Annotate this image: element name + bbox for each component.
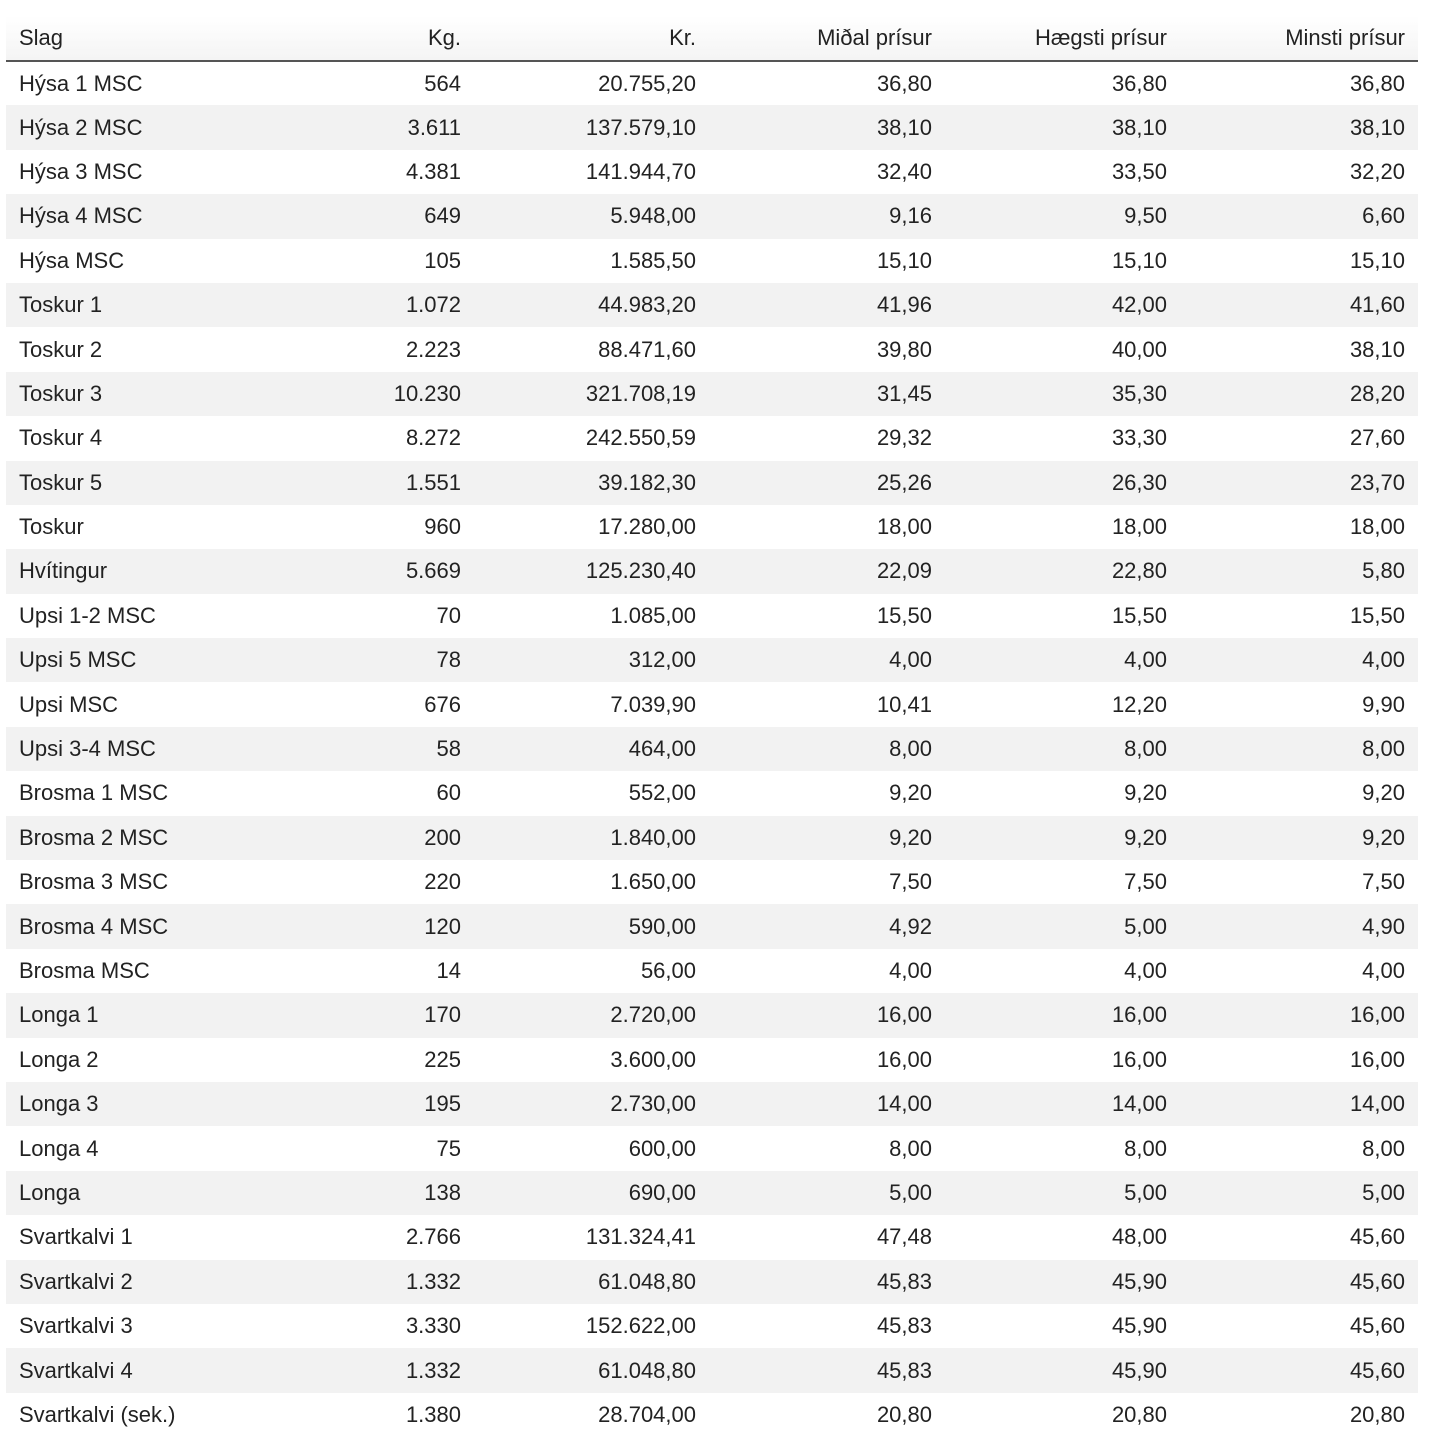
cell-kr: 28.704,00 <box>474 1393 709 1437</box>
cell-midal-prisur: 5,00 <box>709 1171 945 1215</box>
cell-midal-prisur: 25,26 <box>709 461 945 505</box>
cell-haegsti-prisur: 4,00 <box>945 638 1180 682</box>
table-row <box>6 1038 1418 1082</box>
cell-midal-prisur: 45,83 <box>709 1260 945 1304</box>
table-row <box>6 327 1418 371</box>
cell-kg: 1.072 <box>296 283 474 327</box>
cell-kr: 56,00 <box>474 949 709 993</box>
table-row <box>6 150 1418 194</box>
cell-slag: Brosma MSC <box>6 949 296 993</box>
cell-slag: Longa 3 <box>6 1082 296 1126</box>
cell-slag: Svartkalvi 4 <box>6 1348 296 1392</box>
cell-haegsti-prisur: 7,50 <box>945 860 1180 904</box>
cell-kr: 125.230,40 <box>474 549 709 593</box>
cell-kr: 44.983,20 <box>474 283 709 327</box>
cell-slag: Toskur 2 <box>6 327 296 371</box>
cell-slag: Upsi MSC <box>6 682 296 726</box>
cell-kr: 39.182,30 <box>474 461 709 505</box>
cell-slag: Longa 4 <box>6 1126 296 1170</box>
cell-haegsti-prisur: 45,90 <box>945 1348 1180 1392</box>
cell-haegsti-prisur: 26,30 <box>945 461 1180 505</box>
cell-slag: Toskur 3 <box>6 372 296 416</box>
cell-kr: 1.585,50 <box>474 239 709 283</box>
table-row <box>6 904 1418 948</box>
cell-kr: 7.039,90 <box>474 682 709 726</box>
cell-kr: 600,00 <box>474 1126 709 1170</box>
cell-midal-prisur: 7,50 <box>709 860 945 904</box>
table-row <box>6 505 1418 549</box>
cell-slag: Svartkalvi 2 <box>6 1260 296 1304</box>
cell-minsti-prisur: 38,10 <box>1180 327 1418 371</box>
table-row <box>6 1215 1418 1259</box>
table-body <box>6 61 1418 1437</box>
cell-kg: 225 <box>296 1038 474 1082</box>
table-row <box>6 372 1418 416</box>
cell-midal-prisur: 9,20 <box>709 771 945 815</box>
table-row <box>6 949 1418 993</box>
cell-kg: 78 <box>296 638 474 682</box>
cell-midal-prisur: 16,00 <box>709 993 945 1037</box>
cell-haegsti-prisur: 18,00 <box>945 505 1180 549</box>
table-row <box>6 461 1418 505</box>
header-row <box>6 16 1418 61</box>
cell-slag: Svartkalvi 1 <box>6 1215 296 1259</box>
cell-haegsti-prisur: 42,00 <box>945 283 1180 327</box>
cell-haegsti-prisur: 40,00 <box>945 327 1180 371</box>
cell-kr: 2.720,00 <box>474 993 709 1037</box>
cell-slag: Svartkalvi 3 <box>6 1304 296 1348</box>
cell-minsti-prisur: 4,90 <box>1180 904 1418 948</box>
cell-midal-prisur: 29,32 <box>709 416 945 460</box>
cell-minsti-prisur: 4,00 <box>1180 638 1418 682</box>
cell-haegsti-prisur: 5,00 <box>945 1171 1180 1215</box>
cell-slag: Toskur <box>6 505 296 549</box>
header-midal-prisur[interactable]: Miðal prísur <box>709 16 945 61</box>
cell-midal-prisur: 31,45 <box>709 372 945 416</box>
cell-kg: 2.223 <box>296 327 474 371</box>
cell-kg: 676 <box>296 682 474 726</box>
cell-minsti-prisur: 8,00 <box>1180 1126 1418 1170</box>
table-row <box>6 816 1418 860</box>
header-haegsti-prisur[interactable]: Hægsti prísur <box>945 16 1180 61</box>
cell-haegsti-prisur: 8,00 <box>945 1126 1180 1170</box>
table-row <box>6 105 1418 149</box>
price-table-container <box>6 16 1418 1437</box>
cell-slag: Upsi 1-2 MSC <box>6 594 296 638</box>
cell-midal-prisur: 9,20 <box>709 816 945 860</box>
cell-kr: 242.550,59 <box>474 416 709 460</box>
table-header <box>6 16 1418 61</box>
table-row <box>6 638 1418 682</box>
cell-haegsti-prisur: 8,00 <box>945 727 1180 771</box>
cell-slag: Longa 2 <box>6 1038 296 1082</box>
table-row <box>6 860 1418 904</box>
table-row <box>6 1348 1418 1392</box>
cell-minsti-prisur: 15,10 <box>1180 239 1418 283</box>
cell-haegsti-prisur: 15,50 <box>945 594 1180 638</box>
cell-minsti-prisur: 4,00 <box>1180 949 1418 993</box>
cell-slag: Brosma 3 MSC <box>6 860 296 904</box>
table-row <box>6 1126 1418 1170</box>
cell-kr: 1.650,00 <box>474 860 709 904</box>
cell-kr: 152.622,00 <box>474 1304 709 1348</box>
cell-kr: 464,00 <box>474 727 709 771</box>
cell-midal-prisur: 39,80 <box>709 327 945 371</box>
cell-midal-prisur: 4,92 <box>709 904 945 948</box>
table-row <box>6 771 1418 815</box>
cell-midal-prisur: 4,00 <box>709 949 945 993</box>
cell-slag: Brosma 1 MSC <box>6 771 296 815</box>
table-row <box>6 1260 1418 1304</box>
cell-kg: 649 <box>296 194 474 238</box>
cell-haegsti-prisur: 45,90 <box>945 1260 1180 1304</box>
cell-haegsti-prisur: 48,00 <box>945 1215 1180 1259</box>
cell-midal-prisur: 4,00 <box>709 638 945 682</box>
cell-kr: 312,00 <box>474 638 709 682</box>
cell-haegsti-prisur: 36,80 <box>945 61 1180 105</box>
cell-slag: Upsi 3-4 MSC <box>6 727 296 771</box>
table-row <box>6 1304 1418 1348</box>
cell-kg: 1.332 <box>296 1260 474 1304</box>
cell-slag: Hýsa MSC <box>6 239 296 283</box>
cell-haegsti-prisur: 15,10 <box>945 239 1180 283</box>
table-row <box>6 1393 1418 1437</box>
cell-haegsti-prisur: 33,30 <box>945 416 1180 460</box>
cell-haegsti-prisur: 9,20 <box>945 816 1180 860</box>
cell-kg: 1.380 <box>296 1393 474 1437</box>
cell-minsti-prisur: 36,80 <box>1180 61 1418 105</box>
cell-haegsti-prisur: 14,00 <box>945 1082 1180 1126</box>
cell-kg: 8.272 <box>296 416 474 460</box>
cell-kg: 120 <box>296 904 474 948</box>
cell-minsti-prisur: 38,10 <box>1180 105 1418 149</box>
cell-slag: Brosma 4 MSC <box>6 904 296 948</box>
table-row <box>6 283 1418 327</box>
cell-minsti-prisur: 8,00 <box>1180 727 1418 771</box>
cell-kr: 5.948,00 <box>474 194 709 238</box>
cell-midal-prisur: 41,96 <box>709 283 945 327</box>
cell-kr: 2.730,00 <box>474 1082 709 1126</box>
cell-haegsti-prisur: 9,20 <box>945 771 1180 815</box>
cell-kg: 564 <box>296 61 474 105</box>
cell-minsti-prisur: 15,50 <box>1180 594 1418 638</box>
cell-kg: 75 <box>296 1126 474 1170</box>
cell-midal-prisur: 45,83 <box>709 1304 945 1348</box>
cell-kr: 131.324,41 <box>474 1215 709 1259</box>
cell-kg: 105 <box>296 239 474 283</box>
price-table <box>6 16 1418 1437</box>
cell-slag: Brosma 2 MSC <box>6 816 296 860</box>
cell-kg: 220 <box>296 860 474 904</box>
cell-haegsti-prisur: 33,50 <box>945 150 1180 194</box>
cell-midal-prisur: 45,83 <box>709 1348 945 1392</box>
cell-kg: 3.611 <box>296 105 474 149</box>
cell-kr: 141.944,70 <box>474 150 709 194</box>
cell-kg: 195 <box>296 1082 474 1126</box>
cell-midal-prisur: 32,40 <box>709 150 945 194</box>
header-kg[interactable]: Kg. <box>296 16 474 61</box>
cell-haegsti-prisur: 20,80 <box>945 1393 1180 1437</box>
cell-minsti-prisur: 18,00 <box>1180 505 1418 549</box>
cell-slag: Toskur 4 <box>6 416 296 460</box>
cell-minsti-prisur: 45,60 <box>1180 1215 1418 1259</box>
cell-minsti-prisur: 23,70 <box>1180 461 1418 505</box>
cell-midal-prisur: 38,10 <box>709 105 945 149</box>
cell-minsti-prisur: 45,60 <box>1180 1348 1418 1392</box>
table-row <box>6 61 1418 105</box>
cell-kr: 590,00 <box>474 904 709 948</box>
cell-kr: 17.280,00 <box>474 505 709 549</box>
cell-minsti-prisur: 9,90 <box>1180 682 1418 726</box>
cell-kg: 10.230 <box>296 372 474 416</box>
table-row <box>6 993 1418 1037</box>
cell-kg: 70 <box>296 594 474 638</box>
cell-slag: Longa <box>6 1171 296 1215</box>
table-row <box>6 1171 1418 1215</box>
cell-slag: Upsi 5 MSC <box>6 638 296 682</box>
cell-slag: Toskur 1 <box>6 283 296 327</box>
cell-slag: Hýsa 4 MSC <box>6 194 296 238</box>
cell-slag: Hýsa 2 MSC <box>6 105 296 149</box>
cell-minsti-prisur: 32,20 <box>1180 150 1418 194</box>
cell-kg: 58 <box>296 727 474 771</box>
cell-slag: Toskur 5 <box>6 461 296 505</box>
cell-minsti-prisur: 6,60 <box>1180 194 1418 238</box>
cell-haegsti-prisur: 9,50 <box>945 194 1180 238</box>
cell-kg: 170 <box>296 993 474 1037</box>
cell-midal-prisur: 47,48 <box>709 1215 945 1259</box>
cell-kr: 20.755,20 <box>474 61 709 105</box>
cell-minsti-prisur: 9,20 <box>1180 816 1418 860</box>
cell-minsti-prisur: 28,20 <box>1180 372 1418 416</box>
cell-kr: 61.048,80 <box>474 1348 709 1392</box>
cell-kg: 3.330 <box>296 1304 474 1348</box>
table-row <box>6 549 1418 593</box>
cell-kr: 690,00 <box>474 1171 709 1215</box>
cell-minsti-prisur: 27,60 <box>1180 416 1418 460</box>
header-slag[interactable]: Slag <box>6 16 296 61</box>
cell-minsti-prisur: 14,00 <box>1180 1082 1418 1126</box>
cell-kg: 1.332 <box>296 1348 474 1392</box>
cell-kr: 321.708,19 <box>474 372 709 416</box>
cell-kg: 138 <box>296 1171 474 1215</box>
cell-slag: Hvítingur <box>6 549 296 593</box>
cell-haegsti-prisur: 16,00 <box>945 993 1180 1037</box>
cell-midal-prisur: 8,00 <box>709 727 945 771</box>
header-minsti-prisur[interactable]: Minsti prísur <box>1180 16 1418 61</box>
cell-kg: 4.381 <box>296 150 474 194</box>
cell-midal-prisur: 9,16 <box>709 194 945 238</box>
cell-kg: 1.551 <box>296 461 474 505</box>
cell-minsti-prisur: 5,80 <box>1180 549 1418 593</box>
cell-kr: 137.579,10 <box>474 105 709 149</box>
cell-haegsti-prisur: 16,00 <box>945 1038 1180 1082</box>
cell-midal-prisur: 8,00 <box>709 1126 945 1170</box>
cell-kr: 88.471,60 <box>474 327 709 371</box>
cell-haegsti-prisur: 5,00 <box>945 904 1180 948</box>
table-row <box>6 682 1418 726</box>
cell-kr: 61.048,80 <box>474 1260 709 1304</box>
cell-minsti-prisur: 7,50 <box>1180 860 1418 904</box>
cell-kg: 2.766 <box>296 1215 474 1259</box>
cell-minsti-prisur: 41,60 <box>1180 283 1418 327</box>
table-row <box>6 594 1418 638</box>
table-row <box>6 194 1418 238</box>
cell-kr: 1.840,00 <box>474 816 709 860</box>
cell-midal-prisur: 36,80 <box>709 61 945 105</box>
cell-midal-prisur: 10,41 <box>709 682 945 726</box>
cell-slag: Longa 1 <box>6 993 296 1037</box>
cell-kg: 60 <box>296 771 474 815</box>
cell-midal-prisur: 22,09 <box>709 549 945 593</box>
cell-kr: 3.600,00 <box>474 1038 709 1082</box>
cell-haegsti-prisur: 35,30 <box>945 372 1180 416</box>
cell-midal-prisur: 15,50 <box>709 594 945 638</box>
cell-haegsti-prisur: 22,80 <box>945 549 1180 593</box>
cell-midal-prisur: 14,00 <box>709 1082 945 1126</box>
cell-minsti-prisur: 16,00 <box>1180 993 1418 1037</box>
cell-minsti-prisur: 5,00 <box>1180 1171 1418 1215</box>
cell-kg: 14 <box>296 949 474 993</box>
table-row <box>6 727 1418 771</box>
cell-minsti-prisur: 9,20 <box>1180 771 1418 815</box>
table-row <box>6 416 1418 460</box>
cell-midal-prisur: 18,00 <box>709 505 945 549</box>
cell-midal-prisur: 16,00 <box>709 1038 945 1082</box>
cell-haegsti-prisur: 12,20 <box>945 682 1180 726</box>
cell-minsti-prisur: 20,80 <box>1180 1393 1418 1437</box>
cell-slag: Hýsa 3 MSC <box>6 150 296 194</box>
cell-haegsti-prisur: 45,90 <box>945 1304 1180 1348</box>
cell-kr: 552,00 <box>474 771 709 815</box>
cell-midal-prisur: 15,10 <box>709 239 945 283</box>
cell-minsti-prisur: 16,00 <box>1180 1038 1418 1082</box>
cell-slag: Hýsa 1 MSC <box>6 61 296 105</box>
cell-kg: 960 <box>296 505 474 549</box>
cell-kg: 200 <box>296 816 474 860</box>
cell-slag: Svartkalvi (sek.) <box>6 1393 296 1437</box>
cell-kg: 5.669 <box>296 549 474 593</box>
table-row <box>6 239 1418 283</box>
cell-minsti-prisur: 45,60 <box>1180 1304 1418 1348</box>
header-kr[interactable]: Kr. <box>474 16 709 61</box>
cell-midal-prisur: 20,80 <box>709 1393 945 1437</box>
table-row <box>6 1082 1418 1126</box>
cell-haegsti-prisur: 38,10 <box>945 105 1180 149</box>
cell-minsti-prisur: 45,60 <box>1180 1260 1418 1304</box>
cell-kr: 1.085,00 <box>474 594 709 638</box>
cell-haegsti-prisur: 4,00 <box>945 949 1180 993</box>
